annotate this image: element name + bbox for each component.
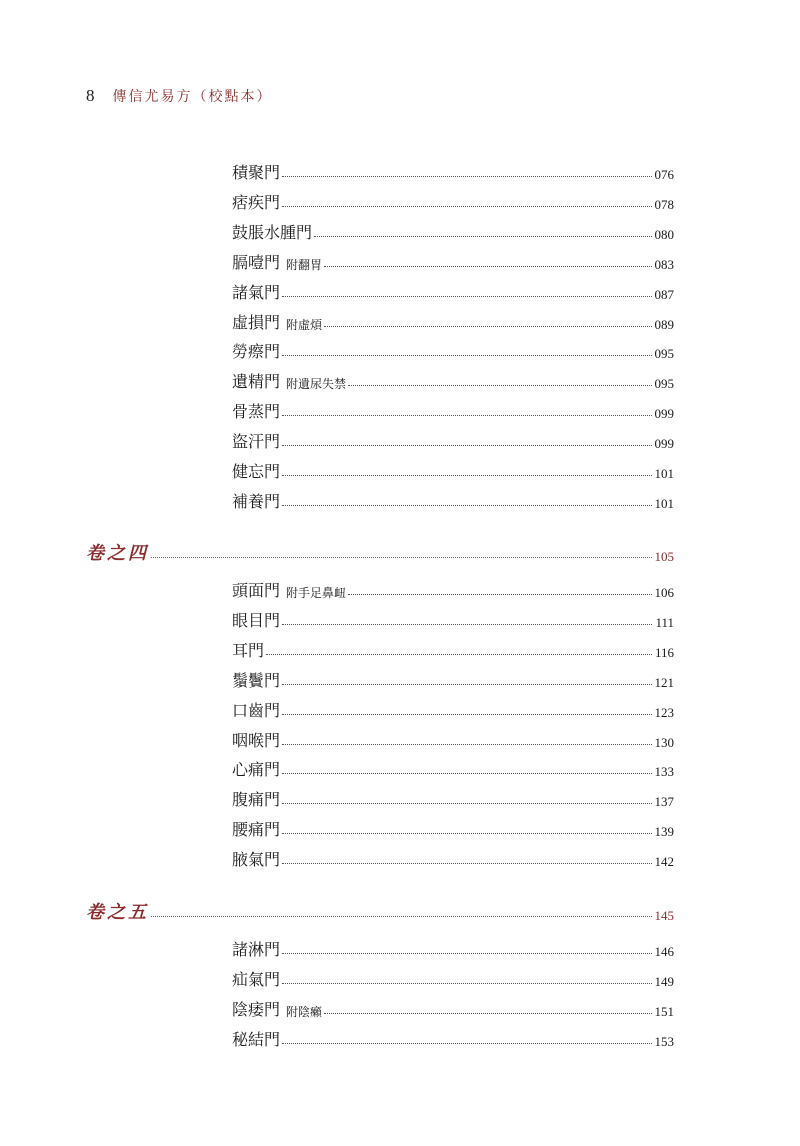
toc-entry[interactable] — [232, 488, 674, 512]
toc-entry-title: 勞瘵門 — [232, 342, 281, 362]
section-title: 卷之五 — [86, 902, 149, 923]
toc-entry-title: 痞疾門 — [232, 192, 281, 212]
toc-page-number: 095 — [654, 346, 674, 362]
toc-entry[interactable] — [232, 219, 674, 243]
toc-entry-title: 諸淋門 — [232, 940, 281, 959]
toc-entry-title: 口齒門 — [232, 700, 281, 720]
toc-entry[interactable] — [232, 159, 674, 183]
page-number: 8 — [86, 86, 95, 105]
dot-leader — [282, 505, 651, 506]
toc-entry[interactable] — [232, 1026, 674, 1050]
toc-entry-note: 附手足鼻衄 — [286, 586, 347, 600]
dot-leader — [282, 445, 651, 446]
toc-entry-note: 附遺尿失禁 — [286, 377, 347, 392]
toc-entry-title: 腹痛門 — [232, 790, 281, 810]
toc-page-number: 111 — [655, 614, 674, 630]
dot-leader — [282, 744, 651, 745]
dot-leader — [314, 236, 651, 237]
toc-page-number: 149 — [654, 973, 674, 989]
toc-entry-title: 鬚鬢門 — [232, 670, 281, 690]
toc-page-number: 099 — [654, 436, 674, 452]
dot-leader — [282, 296, 651, 297]
toc-page-number: 142 — [654, 854, 674, 870]
dot-leader — [282, 475, 651, 476]
toc-entry-note: 附陰癩 — [286, 1004, 323, 1019]
section-page-number: 145 — [654, 908, 674, 923]
toc-entry[interactable] — [232, 279, 674, 303]
toc-page-number: 078 — [654, 196, 674, 212]
dot-leader — [266, 654, 652, 655]
toc-entry[interactable] — [232, 249, 674, 273]
toc-entry-title: 耳門 — [232, 640, 265, 660]
dot-leader — [324, 1013, 651, 1014]
toc-entry-title: 咽喉門 — [232, 730, 281, 750]
toc-entry-title: 秘結門 — [232, 1029, 281, 1049]
toc-entry[interactable] — [232, 816, 674, 840]
dot-leader — [282, 833, 651, 834]
toc-entry-title: 補養門 — [232, 491, 281, 511]
toc-page-number: 089 — [654, 316, 674, 332]
dot-leader — [348, 594, 651, 595]
dot-leader — [282, 684, 651, 685]
toc-entry-title: 諸氣門 — [232, 282, 281, 302]
toc-page-number: 137 — [654, 794, 674, 810]
toc-section-heading[interactable] — [86, 896, 674, 924]
toc-entry[interactable] — [232, 697, 674, 721]
dot-leader — [282, 355, 651, 356]
toc-entry-title: 陰痿門 — [232, 999, 281, 1019]
dot-leader — [324, 326, 651, 327]
toc-page-number: 076 — [654, 167, 674, 182]
toc-entry-note: 附翻胃 — [286, 257, 323, 272]
toc-entry[interactable] — [232, 667, 674, 691]
toc-entry[interactable] — [232, 727, 674, 751]
dot-leader — [348, 385, 651, 386]
toc-page-number: 123 — [654, 704, 674, 720]
toc-entry-title: 虛損門 — [232, 312, 281, 332]
toc-entry[interactable] — [232, 637, 674, 661]
dot-leader — [282, 953, 651, 954]
toc-entry-title: 積聚門 — [232, 163, 281, 182]
dot-leader — [282, 176, 651, 177]
toc-entry-title: 遺精門 — [232, 372, 281, 392]
toc-page-number: 153 — [654, 1033, 674, 1049]
toc-entry-title: 膈噎門 — [232, 252, 281, 272]
toc-page-number: 130 — [654, 734, 674, 750]
toc-entry[interactable] — [232, 577, 674, 601]
toc-entry[interactable] — [232, 189, 674, 213]
dot-leader — [282, 803, 651, 804]
toc-section-heading[interactable] — [86, 537, 674, 565]
toc-entry-note: 附虛煩 — [286, 317, 323, 332]
toc-entry-title: 心痛門 — [232, 760, 281, 780]
dot-leader — [282, 1043, 651, 1044]
toc-entry[interactable] — [232, 398, 674, 422]
dot-leader — [282, 983, 651, 984]
toc-entry[interactable] — [232, 368, 674, 392]
toc-entry[interactable] — [232, 996, 674, 1020]
toc-page-number: 099 — [654, 406, 674, 422]
section-title: 卷之四 — [86, 543, 149, 564]
toc-entry-title: 眼目門 — [232, 610, 281, 630]
toc-entry-title: 健忘門 — [232, 462, 281, 481]
toc-page-number: 087 — [654, 286, 674, 302]
toc-page-number: 101 — [654, 466, 674, 481]
toc-page-number: 121 — [654, 674, 674, 690]
dot-leader — [151, 557, 652, 558]
section-page-number: 105 — [654, 549, 674, 564]
dot-leader — [282, 624, 652, 625]
toc-page-number: 139 — [654, 824, 674, 840]
toc-page-number: 095 — [654, 376, 674, 392]
toc-entry-title: 疝氣門 — [232, 969, 281, 989]
toc-entry[interactable] — [232, 338, 674, 362]
toc-page-number: 101 — [654, 495, 674, 511]
toc-page-number: 151 — [654, 1003, 674, 1019]
toc-entry-title: 骨蒸門 — [232, 402, 281, 422]
toc-page-number: 133 — [654, 764, 674, 780]
toc-entry-title: 頭面門 — [232, 581, 281, 600]
toc-entry[interactable] — [232, 936, 674, 960]
toc-entry[interactable] — [232, 607, 674, 631]
dot-leader — [324, 266, 651, 267]
toc-entry-title: 盜汗門 — [232, 432, 281, 452]
toc-entry-title: 腰痛門 — [232, 820, 281, 840]
toc-page-number: 080 — [654, 226, 674, 242]
dot-leader — [282, 773, 651, 774]
dot-leader — [151, 916, 652, 917]
toc-page-number: 146 — [654, 944, 674, 959]
toc-entry[interactable] — [232, 309, 674, 333]
toc-entry-title: 腋氣門 — [232, 850, 281, 870]
toc-page-number: 106 — [654, 585, 674, 600]
toc-entry-title: 鼓脹水腫門 — [232, 222, 313, 242]
book-title: 傳信尤易方（校點本） — [112, 89, 273, 105]
dot-leader — [282, 415, 651, 416]
dot-leader — [282, 714, 651, 715]
toc-entry[interactable] — [232, 966, 674, 990]
toc-page-number: 116 — [654, 644, 674, 660]
dot-leader — [282, 206, 651, 207]
toc-entry[interactable] — [232, 846, 674, 870]
toc-entry[interactable] — [232, 458, 674, 482]
toc-entry[interactable] — [232, 786, 674, 810]
dot-leader — [282, 863, 651, 864]
toc-entry[interactable] — [232, 428, 674, 452]
toc-page-number: 083 — [654, 256, 674, 272]
toc-entry[interactable] — [232, 756, 674, 780]
